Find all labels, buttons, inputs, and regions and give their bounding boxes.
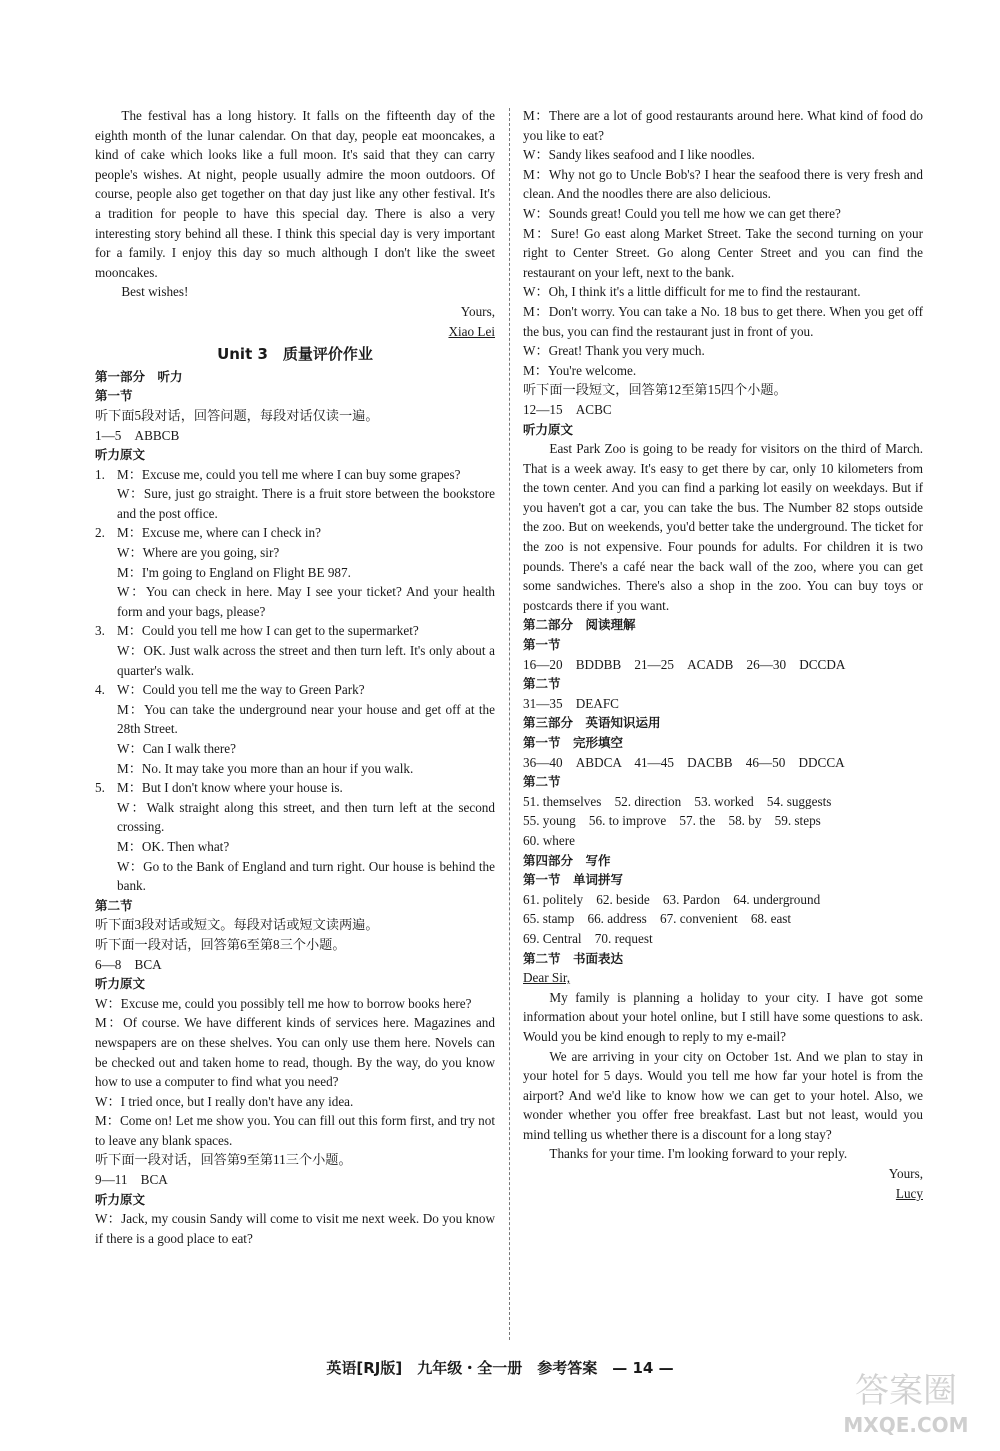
dialogue-line: M：You can take the underground near your house and get off at the 28th Street. <box>117 701 495 737</box>
right-column <box>523 106 923 1203</box>
answer-line: 16—20 BDDBB 21—25 ACADB 26—30 DCCDA <box>523 656 846 672</box>
script-label: 听力原文 <box>95 1191 146 1207</box>
dialogue-line: M：Of course. We have different kinds of services here. Magazines and newspapers are on these shelves. You can only use them here. Novels can be checked out and taken home to read, though. By the way, do you know how to use a computer to find what you need? <box>95 1015 495 1090</box>
letter-signature: Lucy <box>895 1185 923 1201</box>
dialogue-line: M：Come on! Let me show you. You can fill out this form first, and try not to leave any blank spaces. <box>95 1113 495 1148</box>
dialogue-line: M：There are a lot of good restaurants around here. What kind of food do you like to eat? <box>523 108 923 143</box>
dialogue-line: W：Sounds great! Could you tell me how we can get there? <box>523 205 841 221</box>
answer-line: 65. stamp 66. address 67. convenient 68. east <box>523 911 792 927</box>
dialogue-line: M：I'm going to England on Flight BE 987. <box>117 564 351 580</box>
section-heading: 第二节 书面表达 <box>523 950 624 966</box>
instruction: 听下面一段短文，回答第12至第15四个小题。 <box>523 382 787 398</box>
instruction: 听下面一段对话，回答第9至第11三个小题。 <box>95 1152 352 1168</box>
watermark-url: MXQE.COM <box>843 1413 969 1437</box>
dialogue-line: M：No. It may take you more than an hour if you walk. <box>117 760 414 776</box>
column-divider <box>509 108 510 1340</box>
letter-closing: Best wishes! <box>121 284 189 300</box>
letter-paragraph: We are arriving in your city on October 1st. And we plan to stay in your hotel for 5 days. Would you tell me how far your hotel is from the airport? And we'd like to know how we can get to your hotel. Also, we wonder whether you offer free breakfast. Last but not least, would you mind telling us whether there is a discount for a long stay? <box>523 1048 923 1142</box>
script-label: 听力原文 <box>523 421 574 437</box>
answer-line: 69. Central 70. request <box>523 930 653 946</box>
part-heading: 第四部分 写作 <box>523 852 611 868</box>
section-heading: 第二节 <box>523 774 561 790</box>
dialogue-line: M：Don't worry. You can take a No. 18 bus to get there. When you get off the bus, you can find the restaurant just in front of you. <box>523 303 923 339</box>
instruction: 听下面一段对话，回答第6至第8三个小题。 <box>95 936 346 952</box>
dialogue-line: M：You're welcome. <box>523 362 637 378</box>
section-heading: 第一节 完形填空 <box>523 735 624 750</box>
answer-line: 61. politely 62. beside 63. Pardon 64. underground <box>523 891 821 907</box>
letter-yours: Yours, <box>460 303 495 319</box>
dialogue-line: 4. W：Could you tell me the way to Green Park? <box>95 682 365 698</box>
dialogue-line: M：Sure! Go east along Market Street. Take the second turning on your right to Center Street. Go along Center Street and you can find the restaurant on your left, next to the bank. <box>523 225 923 280</box>
answer-line: 60. where <box>523 832 575 848</box>
answer-line: 12—15 ACBC <box>523 401 612 417</box>
dialogue-line: W：Go to the Bank of England and turn right. Our house is behind the bank. <box>117 858 495 894</box>
script-label: 听力原文 <box>95 976 146 992</box>
part-heading: 第一部分 听力 <box>95 368 183 384</box>
dialogue-line: 5. M：But I don't know where your house is. <box>95 780 343 796</box>
section-heading: 第二节 <box>523 676 561 692</box>
dialogue-line: W：Excuse me, could you possibly tell me how to borrow books here? <box>95 995 472 1011</box>
watermark-text: 答案圈 <box>855 1371 957 1411</box>
dialogue-line: 1. M：Excuse me, could you tell me where I can buy some grapes? <box>95 466 461 482</box>
dialogue-line: W：You can check in here. May I see your ticket? And your health form and your bags, please? <box>117 584 495 619</box>
letter-salutation: Dear Sir, <box>523 970 571 986</box>
dialogue-line: 3. M：Could you tell me how I can get to the supermarket? <box>95 623 419 639</box>
dialogue-line: W：I tried once, but I really don't have any idea. <box>95 1093 354 1109</box>
dialogue-line: W：Can I walk there? <box>117 741 237 756</box>
dialogue-line: 2. M：Excuse me, where can I check in? <box>95 525 321 541</box>
answer-line: 1—5 ABBCB <box>95 427 180 443</box>
dialogue-line: W：Sandy likes seafood and I like noodles. <box>523 147 755 163</box>
instruction: 听下面5段对话，回答问题，每段对话仅读一遍。 <box>95 407 379 423</box>
part-heading: 第三部分 英语知识运用 <box>523 715 661 731</box>
answer-line: 31—35 DEAFC <box>523 695 619 711</box>
dialogue-line: W：Jack, my cousin Sandy will come to visit me next week. Do you know if there is a good place to eat? <box>95 1211 495 1246</box>
unit-title: Unit 3 质量评价作业 <box>217 345 373 364</box>
dialogue-line: W：Great! Thank you very much. <box>523 343 705 359</box>
page-footer: 英语[RJ版] 九年级・全一册 参考答案 — 14 — <box>326 1359 674 1377</box>
dialogue-line: W：Sure, just go straight. There is a fruit store between the bookstore and the post office. <box>117 486 495 521</box>
listening-passage: East Park Zoo is going to be ready for visitors on the third of March. That is a week away. It's easy to get there by car, only 10 kilometers from the town center. And you can find a parking lot easily on weekdays. But if you haven't got a car, you can take the bus. The Number 82 stops outside the zoo. But on weekends, you'd better take the underground. The ticket for the zoo is not expensive. Four pounds for adults. For children it is two pounds. There's a café near the back wall of the zoo, where you can get some sandwiches. There's also a shop in the zoo. You can buy toys or postcards there if you want. <box>523 441 923 613</box>
section-heading: 第一节 单词拼写 <box>523 872 624 888</box>
answer-line: 6—8 BCA <box>95 956 162 972</box>
answer-line: 51. themselves 52. direction 53. worked 54. suggests <box>523 793 832 809</box>
dialogue-line: M：OK. Then what? <box>117 838 230 854</box>
dialogue-line: W：OK. Just walk across the street and then turn left. It's only about a quarter's walk. <box>117 643 495 678</box>
instruction: 听下面3段对话或短文。每段对话或短文读两遍。 <box>95 917 379 933</box>
left-column <box>95 106 495 1248</box>
part-heading: 第二部分 阅读理解 <box>523 617 636 633</box>
section-heading: 第一节 <box>95 388 133 404</box>
answer-line: 36—40 ABDCA 41—45 DACBB 46—50 DDCCA <box>523 754 845 770</box>
dialogue-line: W：Walk straight along this street, and then turn left at the second crossing. <box>117 799 495 835</box>
script-label: 听力原文 <box>95 447 146 463</box>
letter-body: The festival has a long history. It falls on the fifteenth day of the eighth month of the lunar calendar. On that day, people eat mooncakes, a kind of cake which looks like a full moon. It's said that they can carry people's wishes. At night, people usually admire the moon outdoors. Of course, people also get together on that day just like any other festival. It's a tradition for people to have this special day. There is also a very interesting story behind all these. I think this special day is very important for a family. I enjoy this day so much although I don't like the sweet mooncakes. <box>95 108 495 280</box>
answer-line: 9—11 BCA <box>95 1172 168 1188</box>
letter-signature: Xiao Lei <box>448 323 495 339</box>
dialogue-line: W：Where are you going, sir? <box>117 545 280 561</box>
letter-paragraph: My family is planning a holiday to your city. I have got some information about your hotel online, but I still have some questions to ask. Would you be kind enough to reply to my e-mail? <box>523 989 923 1044</box>
answer-line: 55. young 56. to improve 57. the 58. by 59. steps <box>523 813 821 829</box>
dialogue-line: M：Why not go to Uncle Bob's? I hear the seafood there is very fresh and clean. And the noodles there are also delicious. <box>523 166 923 202</box>
section-heading: 第一节 <box>523 637 561 653</box>
dialogue-line: W：Oh, I think it's a little difficult for me to find the restaurant. <box>523 284 861 300</box>
letter-yours: Yours, <box>888 1166 923 1182</box>
watermark-logo-icon <box>836 1360 976 1440</box>
letter-paragraph: Thanks for your time. I'm looking forward to your reply. <box>549 1146 848 1162</box>
section-heading: 第二节 <box>95 897 133 913</box>
